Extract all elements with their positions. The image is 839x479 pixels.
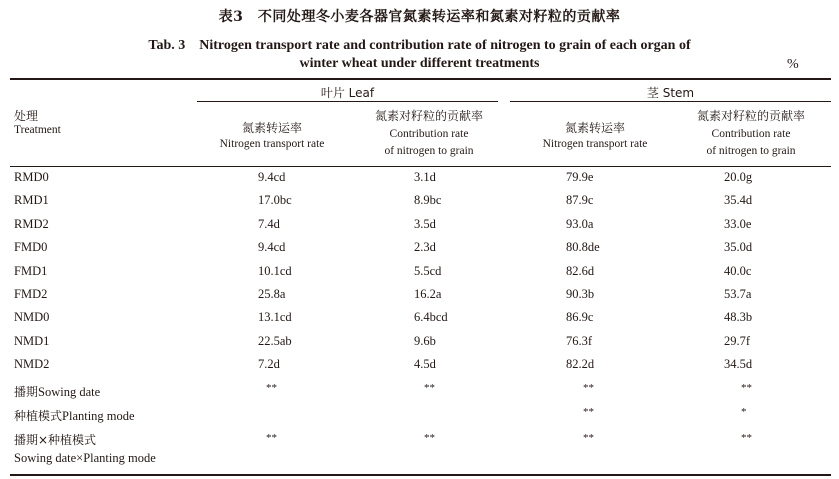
table-cell-stem-t: 76.3f bbox=[566, 333, 593, 348]
significance-mark: ** bbox=[741, 382, 752, 394]
table-cell-stem-t: 79.9e bbox=[566, 170, 594, 184]
table-cell-leaf-c: 16.2a bbox=[414, 287, 442, 301]
table-row-label: RMD0 bbox=[14, 170, 49, 184]
significance-mark: ** bbox=[583, 382, 594, 394]
table-cell-leaf-t: 7.4d bbox=[258, 216, 280, 231]
table-cell-leaf-c: 3.1d bbox=[414, 170, 436, 184]
bottom-rule bbox=[10, 474, 831, 476]
leaf-contrib-header-cn: 氮素对籽粒的贡献率 bbox=[374, 109, 483, 123]
anova-row-label-cn: 种植模式 bbox=[14, 409, 63, 423]
stem-contrib-header-cn: 氮素对籽粒的贡献率 bbox=[696, 109, 805, 123]
significance-mark: ** bbox=[741, 432, 752, 444]
table-cell-leaf-t: 7.2d bbox=[258, 357, 280, 372]
table-cell-stem-t: 90.3b bbox=[566, 287, 595, 301]
table-cell-stem-c: 35.0d bbox=[724, 240, 753, 255]
table-cell-stem-c: 29.7f bbox=[724, 333, 751, 348]
table-row-label: NMD2 bbox=[14, 357, 50, 372]
leaf-contrib-header-en2: of nitrogen to grain bbox=[384, 145, 474, 157]
table-cell-leaf-t: 25.8a bbox=[258, 287, 286, 301]
table-cell-leaf-t: 13.1cd bbox=[258, 310, 292, 325]
table-cell-stem-c: 34.5d bbox=[724, 357, 753, 372]
table-row-label: FMD0 bbox=[14, 240, 48, 255]
table-cell-leaf-c: 5.5cd bbox=[414, 263, 442, 278]
top-rule bbox=[10, 78, 831, 80]
significance-mark: ** bbox=[424, 382, 435, 394]
table-cell-leaf-t: 9.4cd bbox=[258, 240, 286, 255]
table-cell-leaf-c: 6.4bcd bbox=[414, 310, 448, 325]
table-cell-stem-t: 93.0a bbox=[566, 216, 594, 231]
leaf-transport-header-en: Nitrogen transport rate bbox=[219, 138, 325, 150]
table-cell-leaf-t: 9.4cd bbox=[258, 170, 286, 184]
table-row-label: RMD1 bbox=[14, 193, 49, 208]
treatment-header-en: Treatment bbox=[14, 124, 61, 136]
table-cell-leaf-t: 22.5ab bbox=[258, 333, 292, 348]
unit-label: % bbox=[787, 57, 799, 72]
table-cell-leaf-t: 17.0bc bbox=[258, 193, 292, 208]
table-cell-stem-t: 86.9c bbox=[566, 310, 594, 325]
leaf-group-rule bbox=[197, 101, 498, 102]
stem-transport-header-en: Nitrogen transport rate bbox=[542, 138, 648, 150]
table-cell-leaf-c: 8.9bc bbox=[414, 193, 442, 208]
table-row-label: NMD0 bbox=[14, 310, 50, 325]
table-cell-leaf-c: 2.3d bbox=[414, 240, 436, 255]
stem-group-header: 茎 Stem bbox=[646, 86, 695, 100]
table-row-label: NMD1 bbox=[14, 333, 50, 348]
table-cell-stem-c: 40.0c bbox=[724, 263, 752, 278]
table-cell-stem-c: 53.7a bbox=[724, 287, 752, 301]
significance-mark: ** bbox=[583, 406, 594, 418]
table-title-en-line1: Tab. 3 Nitrogen transport rate and contribution rate of nitrogen to grain of each organ of bbox=[148, 38, 691, 53]
table-cell-leaf-c: 4.5d bbox=[414, 357, 436, 372]
anova-row-label-cn: 播期 bbox=[14, 385, 39, 399]
table-cell-stem-t: 87.9c bbox=[566, 193, 594, 208]
table-cell-stem-c: 20.0g bbox=[724, 170, 753, 184]
table-row-label: FMD2 bbox=[14, 287, 48, 301]
table-row-label: FMD1 bbox=[14, 263, 48, 278]
header-bottom-rule bbox=[10, 166, 831, 167]
table-cell-stem-t: 82.6d bbox=[566, 263, 595, 278]
significance-mark: ** bbox=[424, 432, 435, 444]
table-cell-stem-c: 33.0e bbox=[724, 216, 752, 231]
anova-row-label-cn: 播期×种植模式 bbox=[14, 433, 97, 447]
anova-row-label bbox=[14, 405, 135, 424]
leaf-group-header: 叶片 Leaf bbox=[320, 86, 375, 100]
stem-group-rule bbox=[510, 101, 831, 102]
table-cell-leaf-c: 3.5d bbox=[414, 216, 436, 231]
significance-mark: ** bbox=[583, 432, 594, 444]
table-cell-stem-t: 80.8de bbox=[566, 240, 600, 255]
significance-mark: ** bbox=[266, 382, 277, 394]
table-cell-stem-c: 48.3b bbox=[724, 310, 753, 325]
leaf-contrib-header-en1: Contribution rate bbox=[389, 128, 469, 140]
significance-mark: * bbox=[741, 406, 747, 418]
table-cell-stem-t: 82.2d bbox=[566, 357, 595, 372]
anova-row-label-en: Planting mode bbox=[62, 409, 135, 423]
table-cell-leaf-c: 9.6b bbox=[414, 333, 436, 348]
stem-transport-header-cn: 氮素转运率 bbox=[564, 121, 625, 135]
treatment-header-cn: 处理 bbox=[14, 109, 39, 123]
table-cell-leaf-t: 10.1cd bbox=[258, 263, 292, 278]
table-title-cn: 表3 不同处理冬小麦各器官氮素转运率和氮素对籽粒的贡献率 bbox=[218, 9, 621, 25]
stem-contrib-header-en1: Contribution rate bbox=[711, 128, 791, 140]
table-title-en-line2: winter wheat under different treatments bbox=[299, 56, 540, 71]
significance-mark: ** bbox=[266, 432, 277, 444]
anova-row-label bbox=[14, 381, 100, 400]
stem-contrib-header-en2: of nitrogen to grain bbox=[706, 145, 796, 157]
anova-row-label-en: Sowing date bbox=[38, 385, 101, 399]
table-row-label: RMD2 bbox=[14, 216, 49, 231]
anova-row-label-en: Sowing date×Planting mode bbox=[14, 451, 156, 465]
table-cell-stem-c: 35.4d bbox=[724, 193, 753, 208]
leaf-transport-header-cn: 氮素转运率 bbox=[241, 121, 302, 135]
